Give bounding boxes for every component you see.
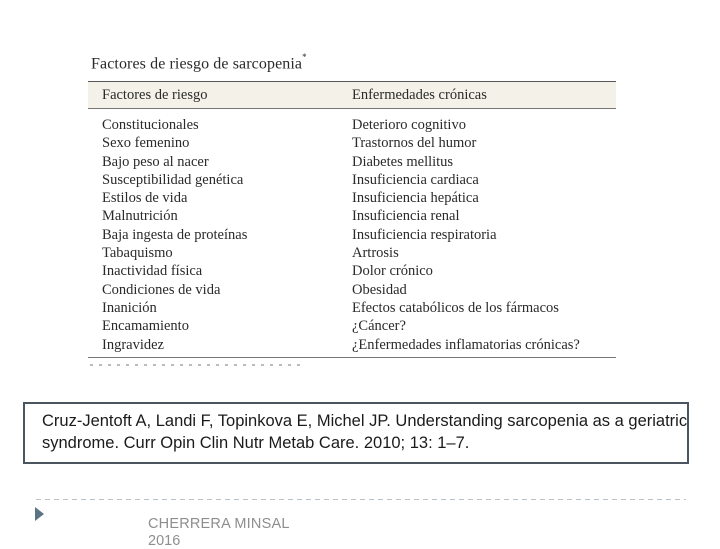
citation-box [23,402,689,464]
chronic-disease-cell: Deterioro cognitivo [352,117,466,133]
footer-year: 2016 [148,533,181,549]
risk-factor-cell: Tabaquismo [102,245,173,262]
risk-factors-table [88,50,616,370]
bullet-arrow-icon [35,507,44,521]
table-title [91,54,307,73]
chronic-disease-cell: Efectos catabólicos de los fármacos [352,299,559,316]
citation-text: Cruz-Jentoft A, Landi F, Topinkova E, Michel JP. Understanding sarcopenia as a geriatric syndrome. Curr Opin Clin Nutr Metab Care. 2010; 13: 1–7. [42,412,688,452]
table-row [88,244,616,262]
table-bottom-rule [88,357,616,358]
risk-factor-cell: Baja ingesta de proteínas [102,226,248,243]
risk-factor-cell: Ingravidez [102,336,164,353]
chronic-disease-cell: Insuficiencia hepática [352,190,479,207]
table-body [88,116,616,354]
risk-factor-cell: Estilos de vida [102,190,188,207]
chronic-disease-cell: Diabetes mellitus [352,153,454,170]
chronic-disease-cell: Trastornos del humor [352,135,477,152]
table-cut-edge [90,364,300,366]
chronic-disease-cell: Insuficiencia cardiaca [352,171,479,188]
chronic-disease-cell: Artrosis [352,245,399,262]
chronic-disease-cell: Insuficiencia respiratoria [352,226,497,243]
risk-factor-cell: Susceptibilidad genética [102,171,244,188]
footer-separator [36,499,686,500]
table-row [88,299,616,317]
risk-factor-cell: Encamamiento [102,318,189,335]
risk-factor-cell: Sexo femenino [102,135,190,152]
risk-factor-cell: Bajo peso al nacer [102,153,209,170]
column-header-chronic-diseases: Enfermedades crónicas [352,87,487,103]
risk-factor-cell: Malnutrición [102,208,178,225]
table-row [88,262,616,280]
chronic-disease-cell: ¿Cáncer? [352,318,406,335]
table-row [88,207,616,225]
risk-factor-cell: Inanición [102,299,157,316]
table-row [88,317,616,335]
column-header-risk-factors: Factores de riesgo [102,87,208,103]
risk-factor-cell: Condiciones de vida [102,281,221,298]
table-row [88,189,616,207]
table-row [88,116,616,134]
table-row [88,281,616,299]
table-row [88,226,616,244]
footer-author: CHERRERA MINSAL [148,516,290,532]
chronic-disease-cell: Dolor crónico [352,263,433,280]
risk-factor-cell: Constitucionales [102,117,199,133]
table-row [88,153,616,171]
table-title-mark: * [302,52,307,62]
risk-factor-cell: Inactividad física [102,263,203,280]
table-row [88,171,616,189]
table-header-rule [88,108,616,109]
chronic-disease-cell: Insuficiencia renal [352,208,460,225]
table-title-text: Factores de riesgo de sarcopenia [91,55,303,73]
chronic-disease-cell: Obesidad [352,281,407,298]
table-row [88,134,616,152]
table-row [88,336,616,354]
chronic-disease-cell: ¿Enfermedades inflamatorias crónicas? [352,336,580,353]
